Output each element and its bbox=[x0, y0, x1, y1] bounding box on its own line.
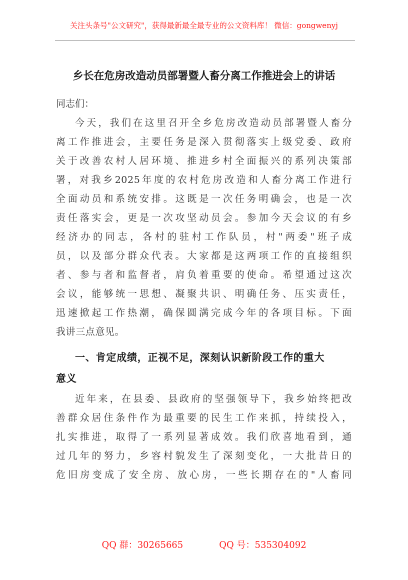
paragraph-line: 危旧房变成了安全房、放心房，一些长期存在的"人畜同 bbox=[56, 470, 352, 481]
paragraph-line: 善群众居住条件作为最重要的民生工作来抓，持续投入， bbox=[56, 413, 352, 424]
paragraph-line: 会议，能够统一思想、凝聚共识、明确任务、压实责任， bbox=[56, 289, 352, 300]
footer-qq-number: QQ 号：535304092 bbox=[219, 541, 307, 551]
footer-contact bbox=[0, 538, 408, 551]
paragraph-line: 今天，我们在这里召开全乡危房改造动员部署暨人畜分 bbox=[75, 118, 352, 129]
paragraph-line: 员，以及部分群众代表。大家都是这两项工作的直接组织 bbox=[56, 251, 352, 262]
paragraph-line: 迅速掀起工作热潮，确保圆满完成今年的各项目标。下面 bbox=[56, 308, 352, 319]
salutation: 同志们： bbox=[56, 99, 95, 110]
paragraph-line: 经济办的同志，各村的驻村工作队员，村"两委"班子成 bbox=[56, 232, 352, 243]
paragraph-line: 全面动员和系统安排。这既是一次任务明确会，也是一次 bbox=[56, 194, 352, 205]
paragraph-line: 署，对我乡2025年度的农村危房改造和人畜分离工作进行 bbox=[56, 175, 352, 186]
paragraph-line: 我讲三点意见。 bbox=[56, 327, 125, 338]
paragraph-line: 者、参与者和监督者，肩负着重要的使命。希望通过这次 bbox=[56, 270, 352, 281]
paragraph-line: 关于改善农村人居环境、推进乡村全面振兴的系列决策部 bbox=[56, 156, 352, 167]
section-heading: 意义 bbox=[56, 374, 77, 385]
paragraph-line: 责任落实会，更是一次攻坚动员会。参加今天会议的有乡 bbox=[56, 213, 352, 224]
footer-qq-group: QQ 群：30265665 bbox=[101, 541, 184, 551]
paragraph-line: 离工作推进会，主要任务是深入贯彻落实上级党委、政府 bbox=[56, 137, 352, 148]
header-promo-note: 关注头条号"公文研究"，获得最新最全最专业的公文资料库！ 微信：gongwenyj bbox=[70, 21, 338, 30]
section-heading: 一、肯定成绩，正视不足，深刻认识新阶段工作的重大 bbox=[75, 353, 325, 364]
paragraph-line: 近年来，在县委、县政府的坚强领导下，我乡始终把改 bbox=[75, 394, 352, 405]
paragraph-line: 扎实推进，取得了一系列显著成效。我们欣喜地看到，通 bbox=[56, 432, 352, 443]
document-title: 乡长在危房改造动员部署暨人畜分离工作推进会上的讲话 bbox=[72, 70, 336, 82]
paragraph-line: 过几年的努力，乡容村貌发生了深刻变化，一大批昔日的 bbox=[56, 451, 352, 462]
header-divider bbox=[55, 40, 355, 41]
